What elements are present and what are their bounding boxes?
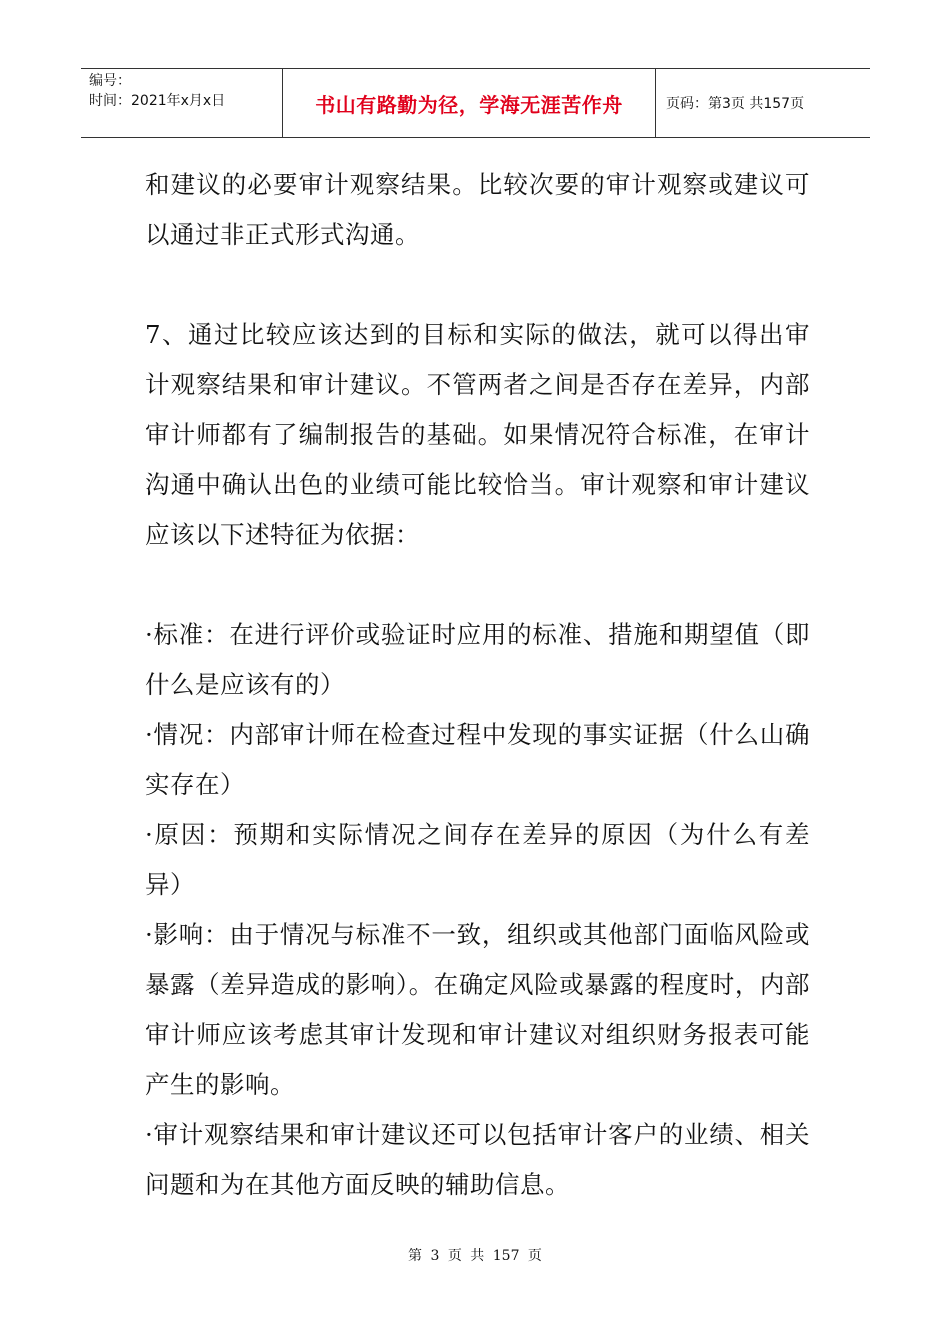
document-date-label: 时间：2021年x月x日 (89, 93, 226, 109)
document-body (145, 160, 810, 1210)
paragraph-continuation: 和建议的必要审计观察结果。比较次要的审计观察或建议可以通过非正式形式沟通。 (145, 170, 810, 249)
header-motto-cell (282, 69, 656, 137)
paragraph-item-7: 7、通过比较应该达到的目标和实际的做法，就可以得出审计观察结果和审计建议。不管两者之间是否存在差异，内部审计师都有了编制报告的基础。如果情况符合标准，在审计沟通中确认出色的业绩可能比较恰当。审计观察和审计建议应该以下述特征为依据： (145, 320, 810, 549)
page-footer: 第 3 页 共 157 页 (408, 1248, 542, 1264)
bullet-condition: ·情况：内部审计师在检查过程中发现的事实证据（什么山确实存在） (145, 720, 810, 799)
header-page-number: 页码：第3页 共157页 (666, 96, 805, 112)
bullet-other: ·审计观察结果和审计建议还可以包括审计客户的业绩、相关问题和为在其他方面反映的辅助信息。 (145, 1120, 810, 1199)
bullet-cause: ·原因：预期和实际情况之间存在差异的原因（为什么有差异） (145, 820, 810, 899)
header-page-cell (656, 69, 870, 137)
bullet-effect: ·影响：由于情况与标准不一致，组织或其他部门面临风险或暴露（差异造成的影响）。在确定风险或暴露的程度时，内部审计师应该考虑其审计发现和审计建议对组织财务报表可能产生的影响。 (145, 920, 810, 1099)
paragraph-gap (145, 560, 810, 610)
header-motto: 书山有路勤为径，学海无涯苦作舟 (315, 92, 623, 117)
paragraph-gap (145, 260, 810, 310)
document-number-label: 编号： (89, 73, 131, 89)
header-meta-cell (81, 69, 282, 137)
document-header (81, 68, 870, 138)
bullet-standard: ·标准：在进行评价或验证时应用的标准、措施和期望值（即什么是应该有的） (145, 620, 810, 699)
